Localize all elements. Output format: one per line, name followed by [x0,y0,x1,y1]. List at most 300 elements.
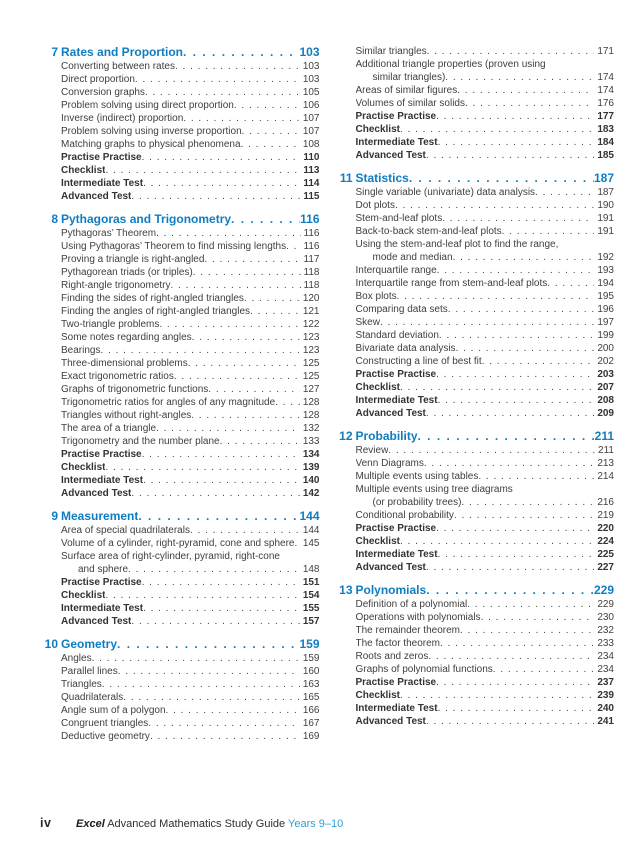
toc-entry [356,251,615,264]
toc-entry-label: Back-to-back stem-and-leaf plots [355,226,502,237]
toc-entry-page: 213 [597,458,614,469]
toc-entry-page: 190 [597,200,614,211]
dot-leader [448,303,595,316]
toc-entry [356,509,615,522]
dot-leader [204,253,300,266]
toc-entry-label: Finding the angles of right-angled triangles [61,306,251,317]
toc-entry-label: Quadrilaterals [61,692,124,703]
toc-entry-label: Practise Practise [61,577,142,588]
toc-entry-page: 134 [302,449,320,460]
toc-entry-page: 229 [597,599,614,610]
toc-entry-page: 114 [303,178,320,189]
toc-entry-page: 199 [597,330,614,341]
toc-entry-page: 227 [597,562,614,573]
chapter-page: 159 [299,637,320,651]
toc-entry [356,110,615,123]
toc-entry-page: 125 [302,358,320,369]
toc-entry [61,717,320,730]
toc-entry-label: Finding the sides of right-angled triangles [61,293,244,304]
toc-entry-page: 132 [302,423,320,434]
running-footer-title [76,817,343,832]
dot-leader [461,496,594,509]
toc-entry [61,730,320,743]
dot-leader [493,663,595,676]
dot-leader [380,316,594,329]
toc-entry [356,186,615,199]
toc-chapter-heading [44,637,320,651]
toc-entry-page: 193 [597,265,614,276]
dot-leader [397,290,595,303]
toc-entry [61,266,320,279]
toc-entry-label: Intermediate Test [355,137,438,148]
toc-columns [44,45,614,752]
dot-leader [454,509,594,522]
toc-entry-page: 187 [597,187,614,198]
dot-leader [123,691,300,704]
toc-entry-label: Practise Practise [355,677,437,688]
toc-entry-label: Graphs of trigonometric functions [61,384,209,395]
toc-entry-label: Practise Practise [355,369,437,380]
toc-entry-label: Volume of a cylinder, right-pyramid, cone and sphere [61,538,295,549]
toc-entry-label: Practise Practise [355,523,437,534]
dot-leader [440,637,594,650]
toc-entry-label: Parallel lines [61,666,118,677]
toc-entry-wrapped [356,58,615,84]
toc-entry-label: Venn Diagrams [355,458,424,469]
toc-entry-label: The area of a triangle [61,423,157,434]
chapter-title: Statistics [355,171,409,185]
toc-entry [356,407,615,420]
toc-entry [61,652,320,665]
dot-leader [436,676,594,689]
toc-entry-page: 167 [302,718,320,729]
toc-entry-label: similar triangles) [372,72,446,83]
dot-leader [547,277,594,290]
toc-entry-page: 185 [597,150,614,161]
dot-leader [174,370,300,383]
toc-entry-page: 225 [597,549,614,560]
chapter-number: 10 [44,637,58,651]
dot-leader [135,73,300,86]
toc-entry [61,474,320,487]
toc-entry-page: 216 [597,497,614,508]
toc-chapter-block [51,212,320,500]
toc-entry [61,524,320,537]
dot-leader [148,717,300,730]
dot-leader [250,305,300,318]
toc-entry-label: Inverse (indirect) proportion [61,113,184,124]
dot-leader [118,665,300,678]
dot-leader [156,422,300,435]
toc-entry [61,589,320,602]
toc-entry-label: Single variable (univariate) data analysis [355,187,536,198]
toc-entry [61,60,320,73]
toc-chapter-heading [339,171,615,185]
toc-entry-page: 220 [597,523,614,534]
toc-entry-label: Graphs of polynomial functions [355,664,493,675]
dot-leader [193,266,301,279]
dot-leader [502,225,595,238]
toc-entry-label: Deductive geometry [61,731,150,742]
dot-leader [442,212,594,225]
toc-entry-label: Checklist [355,536,400,547]
dot-leader [436,368,594,381]
toc-entry [356,149,615,162]
toc-entry-label: Pythagorean triads (or triples) [61,267,193,278]
dot-leader [220,435,300,448]
toc-entry-label: Direct proportion [61,74,135,85]
toc-entry-page: 183 [597,124,614,135]
toc-entry-label: Operations with polynomials [355,612,481,623]
toc-entry-label: Checklist [61,165,106,176]
toc-entry [356,611,615,624]
toc-entry-page: 159 [302,653,320,664]
toc-entry-page: 120 [302,293,320,304]
toc-entry [61,370,320,383]
toc-entry-label: Pythagoras’ Theorem [61,228,157,239]
dot-leader [460,624,594,637]
toc-entry [61,409,320,422]
toc-entry-page: 118 [303,280,320,291]
toc-entry-label: Triangles [61,679,102,690]
toc-entry [356,277,615,290]
dot-leader [117,637,299,651]
toc-entry-page: 239 [597,690,614,701]
toc-entry [356,715,615,728]
toc-entry-label: Trigonometric ratios for angles of any magnitude [61,397,276,408]
toc-entry [61,253,320,266]
toc-entry-page: 194 [597,278,614,289]
toc-entry [61,177,320,190]
toc-entry-page: 191 [597,226,614,237]
toc-entry [61,112,320,125]
toc-chapter-block [44,637,320,743]
toc-chapter-block [339,171,615,420]
toc-entry-label: Checklist [61,462,106,473]
dot-leader [244,292,300,305]
toc-entry-label: Area of special quadrilaterals [61,525,190,536]
toc-entry-page: 209 [597,408,614,419]
dot-leader [388,444,595,457]
dot-leader [100,344,299,357]
toc-entry-label: Practise Practise [355,111,437,122]
toc-entry-label: Two-triangle problems [61,319,160,330]
toc-entry-page: 116 [303,241,320,252]
toc-entry-page: 123 [302,332,320,343]
toc-entry-label: Advanced Test [355,150,426,161]
toc-entry-label: Problem solving using inverse proportion [61,126,242,137]
toc-entry [61,435,320,448]
toc-entry [61,279,320,292]
toc-entry-page: 177 [597,111,614,122]
toc-entry [61,240,320,253]
toc-entry [61,357,320,370]
toc-entry-page: 174 [597,85,614,96]
dot-leader [409,171,594,185]
dot-leader [131,487,299,500]
dot-leader [438,548,595,561]
dot-leader [143,177,300,190]
toc-entry-label: Practise Practise [61,152,142,163]
toc-entry-label: Additional triangle properties (proven using [355,59,546,70]
toc-chapter-heading [339,583,615,597]
toc-entry [61,448,320,461]
toc-entry-page: 234 [597,664,614,675]
toc-entry-page: 237 [597,677,614,688]
toc-entry-label: The remainder theorem [355,625,460,636]
dot-leader [465,97,594,110]
toc-entry-label: Advanced Test [355,716,426,727]
toc-entry-page: 203 [597,369,614,380]
dot-leader [395,199,594,212]
toc-entry-page: 122 [302,319,320,330]
toc-entry-label: Skew [355,317,380,328]
toc-entry [356,444,615,457]
chapter-page: 211 [594,429,614,443]
dot-leader [143,602,300,615]
dot-leader [145,86,300,99]
dot-leader [478,470,594,483]
toc-chapter-block [339,429,615,574]
chapter-title: Pythagoras and Trigonometry [61,212,232,226]
toc-chapter-heading [44,45,320,59]
toc-entry-page: 105 [302,87,320,98]
toc-entry-wrapped [61,550,320,576]
toc-entry-label: Using the stem-and-leaf plot to find the range, [355,239,559,250]
dot-leader [436,110,594,123]
toc-entry-label: Practise Practise [61,449,142,460]
dot-leader [131,190,300,203]
toc-entry [61,99,320,112]
toc-entry-page: 103 [302,74,320,85]
toc-entry-label: (or probability trees) [372,497,462,508]
toc-entry-label: Triangles without right-angles [61,410,192,421]
dot-leader [156,227,300,240]
dot-leader [143,474,300,487]
toc-chapter-heading [44,212,320,226]
toc-entry-label: Dot plots [355,200,395,211]
toc-entry [61,691,320,704]
dot-leader [159,318,299,331]
dot-leader [400,689,594,702]
chapter-page: 116 [300,212,320,226]
toc-entry-page: 116 [303,228,320,239]
toc-entry [356,342,615,355]
toc-entry [356,71,615,84]
dot-leader [105,461,299,474]
dot-leader [426,149,594,162]
toc-column-left [44,45,320,752]
toc-entry-page: 117 [303,254,320,265]
toc-entry [61,344,320,357]
toc-entry-page: 145 [302,538,320,549]
dot-leader [426,407,594,420]
toc-entry [356,225,615,238]
toc-entry-label: Problem solving using direct proportion [61,100,234,111]
toc-entry [61,318,320,331]
chapter-page: 187 [593,171,614,185]
chapter-page: 144 [299,509,320,523]
toc-entry-page: 139 [302,462,320,473]
toc-entry [356,650,615,663]
toc-entry-page: 160 [302,666,320,677]
toc-entry-label: Advanced Test [61,191,132,202]
dot-leader [188,357,300,370]
dot-leader [138,509,299,523]
toc-entry [356,561,615,574]
dot-leader [437,264,595,277]
dot-leader [142,151,301,164]
page-footer [0,816,640,834]
toc-entry-page: 240 [597,703,614,714]
dot-leader [190,524,300,537]
toc-entry [356,316,615,329]
dot-leader [426,561,594,574]
dot-leader [131,615,299,628]
toc-column-right [339,45,615,737]
toc-entry-page: 166 [302,705,320,716]
toc-entry [356,381,615,394]
toc-entry-label: and sphere [78,564,129,575]
toc-entry-wrapped [356,483,615,509]
toc-entry [356,290,615,303]
toc-entry-label: Definition of a polynomial [355,599,468,610]
toc-entry-page: 208 [597,395,614,406]
dot-leader [142,576,300,589]
book-title-text: Advanced Mathematics Study Guide [104,818,288,830]
toc-entry-label: Constructing a line of best fit [355,356,482,367]
dot-leader [175,60,300,73]
toc-entry [356,368,615,381]
toc-entry-label: Advanced Test [355,408,426,419]
toc-entry-label: Roots and zeros [355,651,429,662]
chapter-title: Polynomials [355,583,427,597]
dot-leader [128,563,300,576]
toc-entry-label: Intermediate Test [355,395,438,406]
toc-entry-wrapped [356,238,615,264]
toc-entry-page: 197 [597,317,614,328]
toc-entry [356,355,615,368]
toc-entry [61,164,320,177]
toc-entry-page: 196 [597,304,614,315]
toc-entry-label: Interquartile range from stem-and-leaf plots [355,278,548,289]
toc-entry-label: Using Pythagoras’ Theorem to find missing lengths [61,241,287,252]
toc-entry-page: 207 [597,382,614,393]
dot-leader [241,138,300,151]
toc-entry [61,602,320,615]
toc-entry-page: 157 [302,616,320,627]
toc-entry [356,97,615,110]
toc-entry-label: Matching graphs to physical phenomena [61,139,241,150]
toc-entry [356,496,615,509]
toc-entry-label: Standard deviation [355,330,439,341]
toc-entry [61,73,320,86]
toc-entry [356,123,615,136]
toc-entry-label: Surface area of right-cylinder, pyramid, right-cone [61,551,280,562]
toc-entry-page: 214 [597,471,614,482]
toc-entry-page: 163 [302,679,320,690]
dot-leader [208,383,300,396]
dot-leader [438,702,595,715]
toc-entry-label: Review [355,445,389,456]
toc-entry-label: Intermediate Test [61,178,144,189]
toc-entry-label: Intermediate Test [61,475,144,486]
dot-leader [286,240,300,253]
toc-entry-page: 127 [302,384,320,395]
toc-entry-page: 128 [302,410,320,421]
toc-entry [356,45,615,58]
dot-leader [105,164,300,177]
toc-entry [61,138,320,151]
toc-entry-label: Multiple events using tables [355,471,479,482]
toc-entry [356,457,615,470]
toc-entry-page: 202 [597,356,614,367]
toc-entry-page: 140 [302,475,320,486]
dot-leader [102,678,300,691]
toc-entry-page: 118 [303,267,320,278]
toc-entry [61,305,320,318]
toc-entry-page: 103 [302,61,320,72]
toc-chapter-heading [339,429,615,443]
toc-entry-label: Trigonometry and the number plane [61,436,220,447]
toc-entry-label: Advanced Test [61,488,132,499]
dot-leader [166,704,300,717]
toc-entry-page: 107 [302,113,320,124]
dot-leader [92,652,300,665]
toc-entry-page: 106 [302,100,320,111]
toc-entry-page: 128 [302,397,320,408]
toc-entry [61,576,320,589]
toc-entry-page: 234 [597,651,614,662]
dot-leader [427,45,595,58]
dot-leader [231,212,300,226]
toc-entry-page: 154 [302,590,320,601]
toc-entry-label: Comparing data sets [355,304,448,315]
toc-entry [61,678,320,691]
dot-leader [192,331,300,344]
folio-page-number: iv [40,816,52,830]
dot-leader [171,279,301,292]
toc-entry-page: 233 [597,638,614,649]
toc-entry-label: Intermediate Test [355,703,438,714]
toc-entry-page: 192 [597,252,614,263]
toc-entry [356,84,615,97]
toc-entry [356,663,615,676]
toc-entry-label: Stem-and-leaf plots [355,213,443,224]
toc-entry-label: Conversion graphs [61,87,145,98]
toc-entry [61,292,320,305]
toc-entry-page: 121 [302,306,320,317]
toc-entry [61,537,320,550]
toc-entry [356,394,615,407]
toc-entry [61,86,320,99]
toc-entry-page: 125 [302,371,320,382]
toc-entry-label: mode and median [372,252,453,263]
toc-entry [61,704,320,717]
dot-leader [426,583,594,597]
toc-entry [61,331,320,344]
dot-leader [456,342,595,355]
toc-entry-label: Advanced Test [61,616,132,627]
toc-chapter-block [51,45,320,203]
toc-entry-page: 191 [597,213,614,224]
dot-leader [467,598,594,611]
toc-entry [356,598,615,611]
dot-leader [482,355,595,368]
toc-entry-label: Intermediate Test [61,603,144,614]
toc-entry-page: 155 [302,603,320,614]
toc-entry-page: 108 [302,139,320,150]
